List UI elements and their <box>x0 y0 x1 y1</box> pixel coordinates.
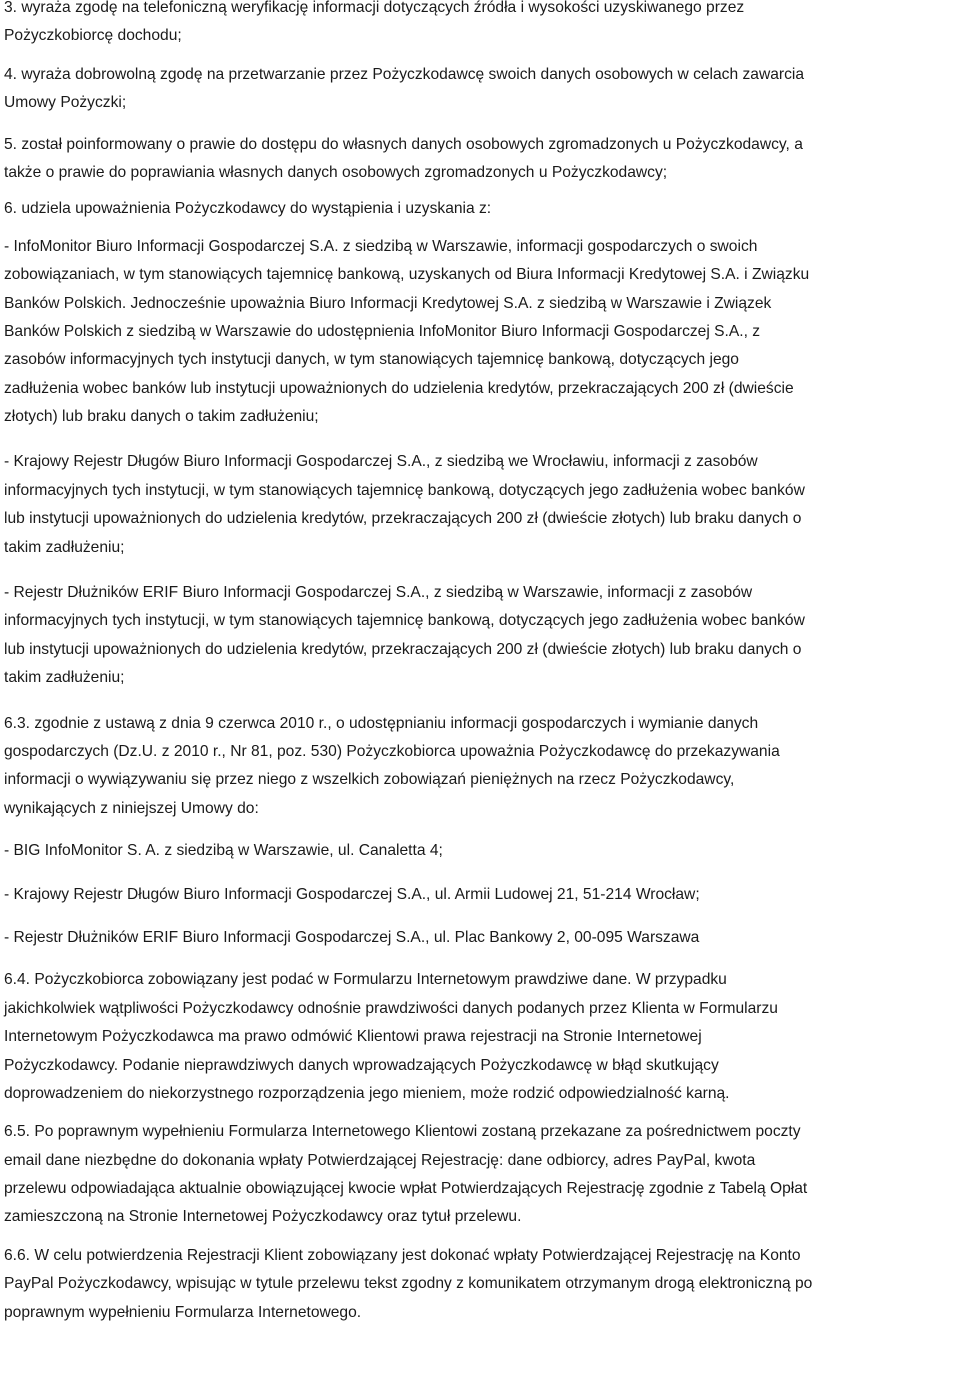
text-line: zamieszczoną na Stronie Internetowej Pożyczkodawcy oraz tytuł przelewu. <box>4 1208 522 1226</box>
text-line: 6.3. zgodnie z ustawą z dnia 9 czerwca 2010 r., o udostępnianiu informacji gospodarczych i wymianie danych <box>4 714 759 732</box>
text-line: - Krajowy Rejestr Długów Biuro Informacji Gospodarczej S.A., ul. Armii Ludowej 21, 51-214 Wrocław; <box>4 885 700 903</box>
text-line: - Rejestr Dłużników ERIF Biuro Informacji Gospodarczej S.A., z siedzibą w Warszawie, informacji z zasobów <box>4 584 753 602</box>
paragraph-4 <box>4 61 956 118</box>
text-line: 6.6. W celu potwierdzenia Rejestracji Klient zobowiązany jest dokonać wpłaty Potwierdzającej Rejestrację na Konto <box>4 1246 801 1264</box>
text-line: - BIG InfoMonitor S. A. z siedzibą w Warszawie, ul. Canaletta 4; <box>4 842 443 860</box>
paragraph-6-3-big <box>4 837 956 865</box>
paragraph-6-krd <box>4 448 956 562</box>
text-line: gospodarczych (Dz.U. z 2010 r., Nr 81, poz. 530) Pożyczkobiorca upoważnia Pożyczkodawcę do przekazywania <box>4 742 780 760</box>
text-line: informacyjnych tych instytucji, w tym stanowiących tajemnicę bankową, dotyczących jego zadłużenia wobec banków <box>4 612 805 630</box>
text-line: zobowiązaniach, w tym stanowiących tajemnicę bankową, uzyskanych od Biura Informacji Kredytowej S.A. i Związku <box>4 266 810 284</box>
paragraph-6-4 <box>4 966 956 1108</box>
text-line: doprowadzeniem do niekorzystnego rozporządzenia jego mieniem, może rodzić odpowiedzialność karną. <box>4 1084 730 1102</box>
text-line: wynikających z niniejszej Umowy do: <box>4 799 259 817</box>
text-line: takim zadłużeniu; <box>4 538 125 556</box>
paragraph-5 <box>4 131 956 188</box>
text-line: - InfoMonitor Biuro Informacji Gospodarczej S.A. z siedzibą w Warszawie, informacji gospodarczych o swoich <box>4 237 758 255</box>
text-line: informacyjnych tych instytucji, w tym stanowiących tajemnicę bankową, dotyczących jego zadłużenia wobec banków <box>4 481 805 499</box>
paragraph-6-erif <box>4 579 956 693</box>
paragraph-3 <box>4 0 956 51</box>
paragraph-6-3-erif <box>4 924 956 952</box>
paragraph-6-6 <box>4 1242 956 1327</box>
paragraph-6 <box>4 195 956 223</box>
text-line: zasobów informacyjnych tych instytucji danych, w tym stanowiących tajemnicę bankową, dotyczących jego <box>4 351 739 369</box>
text-line: PayPal Pożyczkodawcy, wpisując w tytule przelewu tekst zgodny z komunikatem otrzymanym drogą elektroniczną po <box>4 1275 813 1293</box>
text-line: lub instytucji upoważnionych do udzielenia kredytów, przekraczających 200 zł (dwieście złotych) lub braku danych o <box>4 510 802 528</box>
text-line: - Krajowy Rejestr Długów Biuro Informacji Gospodarczej S.A., z siedzibą we Wrocławiu, informacji z zasobów <box>4 453 758 471</box>
text-line: - Rejestr Dłużników ERIF Biuro Informacji Gospodarczej S.A., ul. Plac Bankowy 2, 00-095 Warszawa <box>4 928 700 946</box>
text-line: zadłużenia wobec banków lub instytucji upoważnionych do udzielenia kredytów, przekraczających 200 zł (dwieście <box>4 379 794 397</box>
text-line: Internetowym Pożyczkodawca ma prawo odmówić Klientowi prawa rejestracji na Stronie Internetowej <box>4 1028 702 1046</box>
text-line: 4. wyraża dobrowolną zgodę na przetwarzanie przez Pożyczkodawcę swoich danych osobowych w celach zawarcia <box>4 65 805 83</box>
text-line: Banków Polskich z siedzibą w Warszawie do udostępnienia InfoMonitor Biuro Informacji Gospodarczej S.A., z <box>4 322 761 340</box>
text-line: Banków Polskich. Jednocześnie upoważnia Biuro Informacji Kredytowej S.A. z siedzibą w Warszawie i Związek <box>4 294 772 312</box>
text-line: Umowy Pożyczki; <box>4 94 127 112</box>
text-line: 3. wyraża zgodę na telefoniczną weryfikację informacji dotyczących źródła i wysokości uzyskiwanego przez <box>4 0 745 16</box>
text-line: jakichkolwiek wątpliwości Pożyczkodawcy odnośnie prawdziwości danych podanych przez Klienta w Formularzu <box>4 999 778 1017</box>
text-line: informacji o wywiązywaniu się przez niego z wszelkich zobowiązań pieniężnych na rzecz Pożyczkodawcy, <box>4 771 735 789</box>
paragraph-6-3 <box>4 710 956 824</box>
text-line: złotych) lub braku danych o takim zadłużeniu; <box>4 408 319 426</box>
text-line: 6.4. Pożyczkobiorca zobowiązany jest podać w Formularzu Internetowym prawdziwe dane. W przypadku <box>4 971 727 989</box>
paragraph-6-infomonitor <box>4 233 956 432</box>
text-line: lub instytucji upoważnionych do udzielenia kredytów, przekraczających 200 zł (dwieście złotych) lub braku danych o <box>4 640 802 658</box>
text-line: email dane niezbędne do dokonania wpłaty Potwierdzającej Rejestrację: dane odbiorcy, adres PayPal, kwota <box>4 1151 756 1169</box>
paragraph-6-5 <box>4 1118 956 1232</box>
text-line: Pożyczkodawcy. Podanie nieprawdziwych danych wprowadzających Pożyczkodawcę w błąd skutkujący <box>4 1056 719 1074</box>
text-line: 6.5. Po poprawnym wypełnieniu Formularza Internetowego Klientowi zostaną przekazane za pośrednictwem poczty <box>4 1123 801 1141</box>
paragraph-6-3-krd <box>4 881 956 909</box>
text-line: także o prawie do poprawiania własnych danych osobowych zgromadzonych u Pożyczkodawcy; <box>4 163 668 181</box>
text-line: takim zadłużeniu; <box>4 669 125 687</box>
text-line: przelewu odpowiadająca aktualnie obowiązującej kwocie wpłat Potwierdzających Rejestrację zgodnie z Tabelą Opłat <box>4 1180 808 1198</box>
text-line: 5. został poinformowany o prawie do dostępu do własnych danych osobowych zgromadzonych u Pożyczkodawcy, a <box>4 135 803 153</box>
text-line: poprawnym wypełnieniu Formularza Internetowego. <box>4 1303 362 1321</box>
text-line: Pożyczkobiorcę dochodu; <box>4 27 182 45</box>
text-line: 6. udziela upoważnienia Pożyczkodawcy do wystąpienia i uzyskania z: <box>4 200 492 218</box>
